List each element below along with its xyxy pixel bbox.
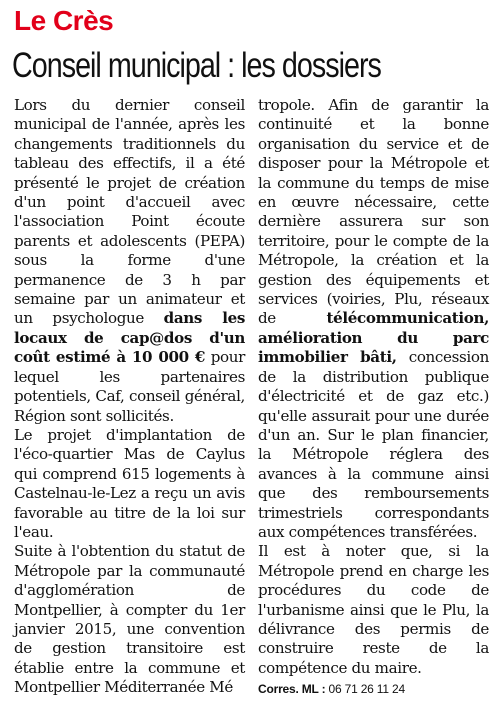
- article-column-left: [14, 96, 245, 698]
- credit-label: Corres. ML :: [258, 682, 326, 697]
- correspondent-credit: [258, 680, 489, 699]
- article-column-right: [258, 96, 489, 700]
- paragraph-text: tropole. Afin de garantir la continuité et la bonne organisation du service et de disposer pour la Métropole et la commune du temps de mise en œuvre nécessaire, cette dernière assurera sur son territoire, pour le compte de la Métropole, la création et la gestion des équipements et services (voiries, Plu, réseaux de: [258, 96, 489, 328]
- section-kicker: Le Crès: [14, 5, 114, 36]
- paragraph-bold-text: dans les locaux de cap@dos d'un coût estimé à 10 000 €: [14, 309, 245, 367]
- article-headline: Conseil municipal : les dossiers: [12, 46, 381, 85]
- paragraph-pepa: [14, 96, 245, 426]
- paragraph-text: concession de la distribution publique d'électricité et de gaz etc.) qu'elle assurait pour une durée d'un an. Sur le plan financier, la Métropole réglera des avances à la commune ainsi que des remboursements trimestriels correspondants aux compétences transférées.: [258, 348, 489, 541]
- paragraph-bold-text: télécommunication, amélioration du parc immobilier bâti,: [258, 309, 489, 367]
- paragraph-urbanisme: Il est à noter que, si la Métropole prend en charge les procédures du code de l'urbanisme ainsi que le Plu, la délivrance des permis de construire reste de la compétence du maire.: [258, 542, 489, 677]
- paragraph-text: pour lequel les partenaires potentiels, Caf, conseil général, Région sont sollicités.: [14, 348, 245, 425]
- paragraph-text: Lors du dernier conseil municipal de l'année, après les changements traditionnels du tableau des effectifs, il a été présenté le projet de création d'un point d'accueil avec l'association Point écoute parents et adolescents (PEPA) sous la forme d'une permanence de 3 h par semaine par un animateur et un psychologue: [14, 96, 245, 328]
- paragraph-eco-quartier: Le projet d'implantation de l'éco-quartier Mas de Caylus qui comprend 615 logements à Castelnau-le-Lez a reçu un avis favorable au titre de la loi sur l'eau.: [14, 425, 245, 541]
- credit-phone: 06 71 26 11 24: [325, 682, 405, 697]
- paragraph-metropole-cont: [258, 96, 489, 542]
- paragraph-metropole: Suite à l'obtention du statut de Métropole par la communauté d'agglomération de Montpellier, à compter du 1er janvier 2015, une convention de gestion transitoire est établie entre la commune et Montpellier Méditerranée Mé: [14, 542, 245, 697]
